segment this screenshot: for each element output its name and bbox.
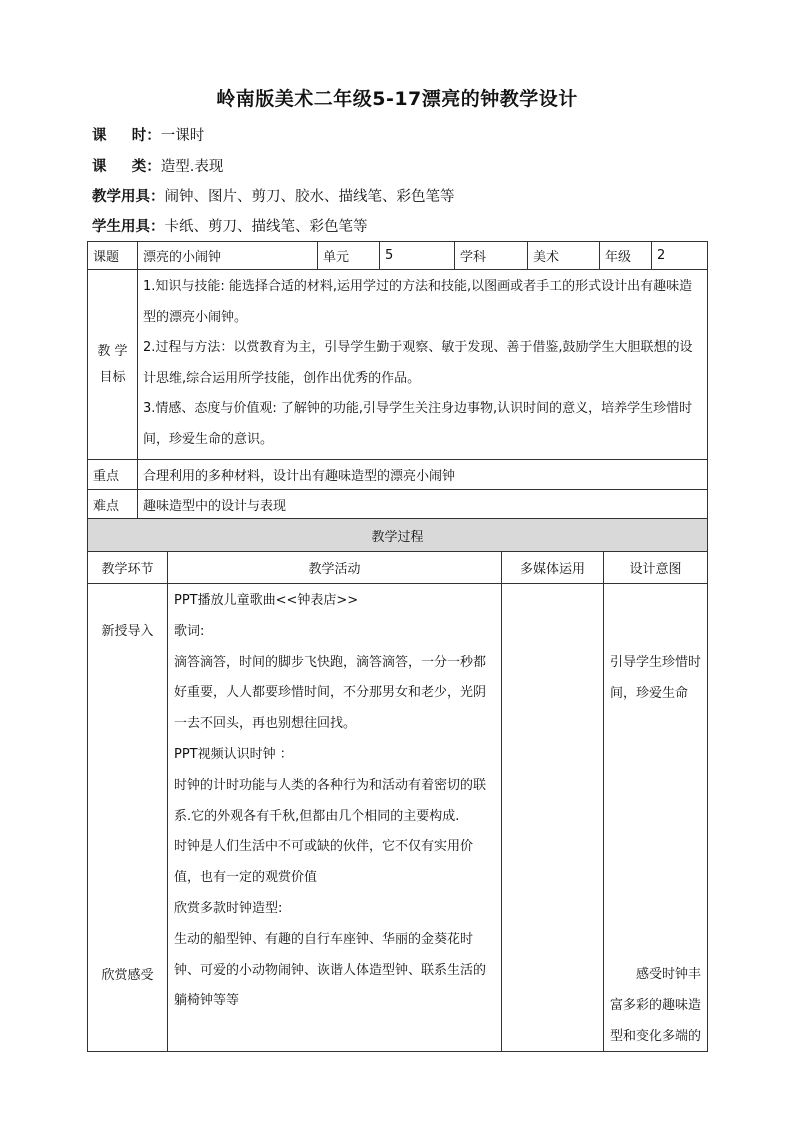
activity-line: 欣赏多款时钟造型: — [174, 900, 283, 916]
activity-cell — [168, 584, 502, 1052]
goal-item: 1.知识与技能: 能选择合适的材料,运用学过的方法和技能,以图画或者手工的形式设计出有趣味造型的漂亮小闹钟。 — [143, 279, 693, 325]
difficulty-text: 趣味造型中的设计与表现 — [138, 490, 708, 519]
stage-cell — [88, 584, 168, 1052]
meta-value: 一课时 — [160, 128, 205, 144]
difficulty-label: 难点 — [88, 490, 138, 519]
goal-item: 2.过程与方法：以赏教育为主，引导学生勤于观察、敏于发现、善于借鉴,鼓励学生大胆联想的设计思维,综合运用所学技能，创作出优秀的作品。 — [143, 340, 693, 386]
goal-item: 3.情感、态度与价值观: 了解钟的功能,引导学生关注身边事物,认识时间的意义，培养学生珍惜时间，珍爱生命的意识。 — [143, 401, 693, 447]
intent-cell — [604, 584, 708, 1052]
intent-text: 感受时钟丰富多彩的趣味造型和变化多端的 — [610, 967, 702, 1044]
teaching-process-table — [87, 518, 708, 1052]
intent-text: 引导学生珍惜时间，珍爱生命 — [610, 655, 702, 701]
stage-appreciation: 欣赏感受 — [101, 968, 154, 983]
header-stage: 教学环节 — [88, 552, 168, 584]
meta-lesson-hours — [92, 124, 204, 145]
document-title: 岭南版美术二年级5-17漂亮的钟教学设计 — [216, 88, 578, 110]
meta-key: 课 类： — [92, 159, 161, 175]
unit-label: 单元 — [318, 242, 380, 270]
header-media: 多媒体运用 — [502, 552, 604, 584]
activity-line: PPT视频认识时钟 ： — [174, 746, 293, 762]
grade-value: 2 — [652, 242, 708, 270]
subject-label: 学科 — [455, 242, 528, 270]
topic-label: 课题 — [88, 242, 138, 270]
unit-value: 5 — [380, 242, 455, 270]
goals-label: 教 学目标 — [88, 270, 138, 460]
meta-student-tools — [92, 215, 368, 236]
lesson-info-table — [87, 241, 708, 519]
activity-line: 时钟的计时功能与人类的各种行为和活动有着密切的联系.它的外观各有千秋,但都由几个相同的主要构成. — [174, 777, 487, 824]
grade-label: 年级 — [600, 242, 652, 270]
meta-value: 闹钟、图片、剪刀、胶水、描线笔、彩色笔等 — [164, 189, 455, 205]
media-cell — [502, 584, 604, 1052]
activity-line: 生动的船型钟、有趣的自行车座钟、华丽的金葵花时钟、可爱的小动物闹钟、诙谐人体造型钟、联系生活的躺椅钟等等 — [174, 931, 487, 1009]
stage-new-lesson: 新授导入 — [101, 624, 154, 639]
activity-line: 歌词: — [174, 623, 205, 639]
meta-key: 学生用具： — [92, 219, 165, 235]
header-intent: 设计意图 — [604, 552, 708, 584]
topic-value: 漂亮的小闹钟 — [138, 242, 318, 270]
subject-value: 美术 — [528, 242, 600, 270]
meta-teaching-tools — [92, 185, 455, 206]
activity-line: 滴答滴答，时间的脚步飞快跑，滴答滴答，一分一秒都好重要，人人都要珍惜时间，不分那男女和老少，光阴一去不回头，再也别想往回找。 — [174, 654, 487, 732]
activity-line: PPT播放儿童歌曲<<钟表店>> — [174, 593, 359, 608]
key-point-label: 重点 — [88, 460, 138, 490]
meta-value: 造型.表现 — [160, 159, 224, 175]
meta-key: 课 时： — [92, 128, 161, 144]
meta-key: 教学用具： — [92, 189, 165, 205]
activity-line: 时钟是人们生活中不可或缺的伙伴，它不仅有实用价值，也有一定的观赏价值 — [174, 839, 474, 886]
header-activity: 教学活动 — [168, 552, 502, 584]
meta-value: 卡纸、剪刀、描线笔、彩色笔等 — [164, 219, 368, 235]
process-heading: 教学过程 — [88, 519, 708, 552]
goals-content — [138, 270, 708, 460]
key-point-text: 合理利用的多种材料，设计出有趣味造型的漂亮小闹钟 — [138, 460, 708, 490]
meta-lesson-type — [92, 155, 223, 176]
